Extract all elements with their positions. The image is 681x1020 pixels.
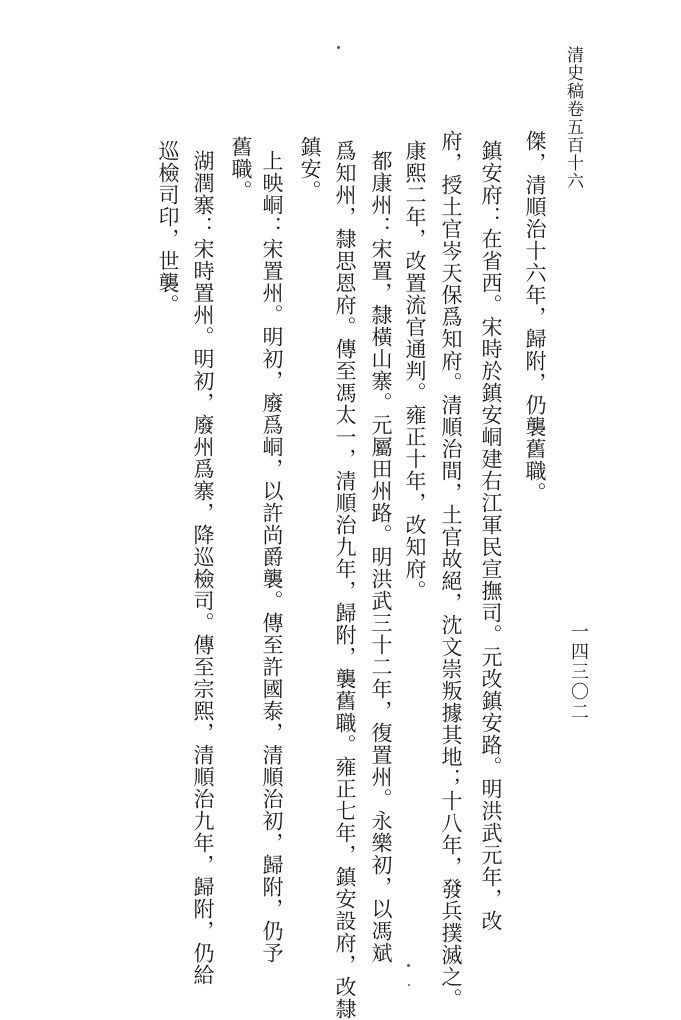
page-number: 一四三〇二 <box>568 622 589 722</box>
text-column-2: 鎮安府：在省西。宋時於鎮安峒建右江軍民宣撫司。元改鎮安路。明洪武元年，改 <box>479 140 503 932</box>
text-column-1: 傑，清順治十六年，歸附，仍襲舊職。 <box>523 130 547 504</box>
scan-speck <box>407 964 410 967</box>
text-column-9: 舊職。 <box>229 136 253 202</box>
book-title-header: 清史稿卷五百十六 <box>563 46 583 190</box>
text-column-10: 湖潤寨：宋時置州。明初，廢州爲寨，降巡檢司。傳至宗熙，清順治九年，歸附，仍給 <box>191 150 215 986</box>
scan-speck <box>408 984 410 986</box>
text-column-3: 府，授土官岑天保爲知府。清順治間，土官故絕，沈文崇叛據其地；十八年，發兵撲滅之。 <box>439 130 463 1010</box>
scan-speck <box>337 46 340 49</box>
text-column-5: 都康州：宋置，隸橫山寨。元屬田州路。明洪武三十二年，復置州。永樂初，以馮斌 <box>369 150 393 964</box>
text-column-6: 爲知州，隸思恩府。傳至馮太一，清順治九年，歸附，襲舊職。雍正七年，鎮安設府，改隸 <box>333 140 357 1020</box>
text-column-8: 上映峒：宋置州。明初，廢爲峒，以許尚爵襲。傳至許國泰，清順治初，歸附，仍予 <box>260 150 284 964</box>
text-column-7: 鎮安。 <box>298 136 322 202</box>
text-column-11: 巡檢司印，世襲。 <box>156 140 180 316</box>
text-column-4: 康熙二年，改置流官通判。雍正十年，改知府。 <box>403 140 427 602</box>
